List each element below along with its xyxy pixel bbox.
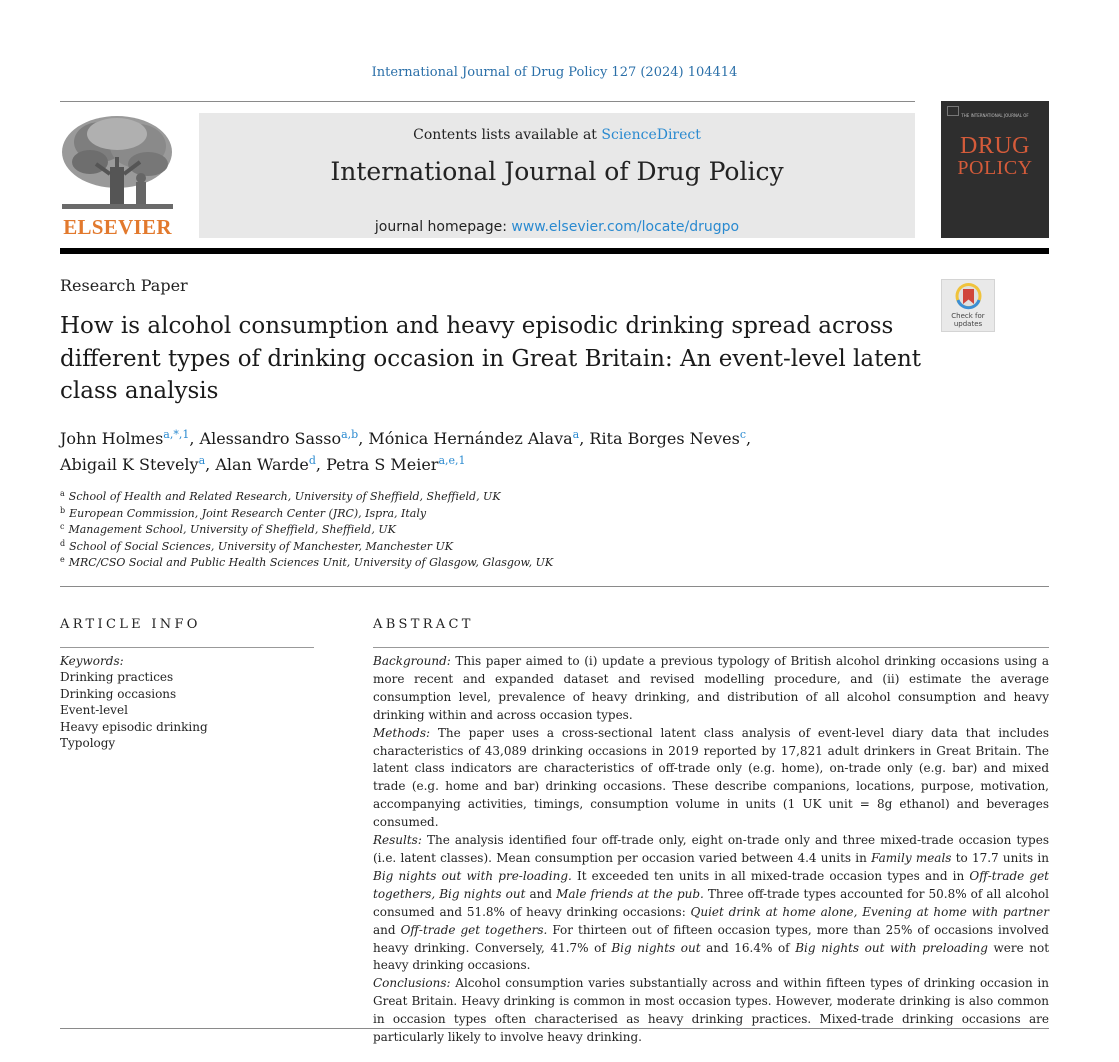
author-affiliation-mark[interactable]: a,e,1 — [438, 454, 466, 467]
results-emphasis: Family meals — [871, 850, 952, 865]
check-updates-icon — [942, 280, 996, 312]
publisher-name: ELSEVIER — [63, 215, 172, 239]
abstract-conclusions — [373, 975, 1049, 1047]
author-name[interactable]: Alan Warde — [215, 455, 309, 474]
homepage-link[interactable]: www.elsevier.com/locate/drugpo — [511, 219, 740, 235]
author-separator: , — [746, 429, 752, 448]
affiliation-text: School of Social Sciences, University of Manchester, Manchester UK — [69, 539, 453, 553]
author-affiliation-mark[interactable]: c — [739, 428, 747, 441]
author-list — [60, 426, 960, 478]
author-separator: , — [579, 429, 590, 448]
article-info-heading: ARTICLE INFO — [60, 617, 201, 632]
divider — [373, 647, 1049, 648]
badge-label — [942, 312, 994, 328]
background-text: This paper aimed to (i) update a previous typology of British alcohol drinking occasions using a more recent and expanded dataset and revised modelling procedure, and (ii) estimate the average consumption level, prevalence of heavy drinking, and distribution of all alcohol consumption and heavy drinking within and across occasion types. — [373, 654, 1049, 722]
homepage-prefix: journal homepage: — [374, 219, 507, 235]
author-name[interactable]: Alessandro Sasso — [199, 429, 342, 448]
tree-icon — [60, 112, 175, 212]
affiliation-text: European Commission, Joint Research Center (JRC), Ispra, Italy — [69, 506, 427, 520]
divider — [60, 101, 915, 102]
author-separator: , — [315, 455, 327, 474]
results-emphasis: Big nights out — [611, 940, 701, 955]
paper-title: How is alcohol consumption and heavy episodic drinking spread across different types of drinking occasion in Great Britain: An event-level latent class analysis — [60, 313, 921, 404]
author-separator: , — [189, 429, 200, 448]
results-emphasis: Male friends at the pub. — [556, 886, 704, 901]
journal-cover[interactable] — [941, 101, 1049, 238]
cover-subtitle: THE INTERNATIONAL JOURNAL OF — [961, 113, 1029, 118]
results-text: and — [373, 922, 401, 937]
author-affiliation-mark[interactable]: a — [198, 454, 206, 467]
results-emphasis: Big nights out with preloading — [795, 940, 988, 955]
author-separator: , — [205, 455, 216, 474]
author-separator: , — [358, 429, 369, 448]
affiliation-item — [60, 489, 960, 506]
cover-title — [941, 135, 1049, 179]
abstract-results — [373, 832, 1049, 975]
author-name[interactable]: John Holmes — [60, 429, 164, 448]
divider — [60, 1028, 1049, 1029]
badge-line-2: updates — [953, 320, 983, 328]
conclusions-label: Conclusions: — [373, 976, 451, 991]
author-name[interactable]: Rita Borges Neves — [589, 429, 740, 448]
results-text: were not heavy drinking occasions. — [373, 940, 1050, 973]
results-text: Three off-trade types accounted for 50.8% of all alcohol consumed and 51.8% of heavy drinking occasions: — [373, 886, 1049, 919]
results-text: For thirteen out of fifteen occasion types, more than 25% of occasions involved heavy drinking. Conversely, 41.7% of — [373, 922, 1049, 955]
keyword-item: Event-level — [60, 703, 128, 718]
author-name[interactable]: Petra S Meier — [326, 455, 439, 474]
results-emphasis: Off-trade get togethers. — [400, 922, 548, 937]
journal-citation[interactable]: International Journal of Drug Policy 127 (2024) 104414 — [371, 65, 738, 80]
journal-name: International Journal of Drug Policy — [330, 157, 784, 186]
author-name[interactable]: Abigail K Stevely — [60, 455, 199, 474]
conclusions-text: Alcohol consumption varies substantially across and within fifteen types of drinking occasion in Great Britain. Heavy drinking is common in most occasion types. However, moderate drinking is also common in occasion types often characterised as heavy drinking practices. Mixed-trade drinking occasions are particularly likely to involve heavy drinking. — [373, 976, 1049, 1045]
results-emphasis: Quiet drink at home alone, Evening at home with partner — [690, 904, 1049, 919]
homepage-line — [199, 219, 915, 235]
keyword-item: Heavy episodic drinking — [60, 719, 208, 734]
divider — [60, 586, 1049, 587]
badge-line-1: Check for — [951, 312, 985, 320]
keywords-label: Keywords: — [60, 654, 124, 668]
affiliation-item — [60, 506, 960, 523]
keyword-item: Drinking occasions — [60, 686, 177, 701]
affiliation-text: Management School, University of Sheffield, Sheffield, UK — [68, 523, 396, 537]
affiliation-mark: d — [60, 538, 66, 548]
affiliation-mark: c — [60, 522, 65, 532]
author-name[interactable]: Mónica Hernández Alava — [368, 429, 573, 448]
divider — [60, 647, 314, 648]
affiliation-text: MRC/CSO Social and Public Health Sciences Unit, University of Glasgow, Glasgow, UK — [68, 556, 554, 570]
abstract-methods — [373, 725, 1049, 832]
results-text: It exceeded ten units in all mixed-trade occasion types and in — [571, 868, 970, 883]
article-type: Research Paper — [60, 276, 188, 295]
results-label: Results: — [373, 833, 422, 848]
affiliation-text: School of Health and Related Research, University of Sheffield, Sheffield, UK — [68, 490, 501, 503]
header-divider — [60, 248, 1049, 254]
author-affiliation-mark[interactable]: d — [308, 454, 316, 467]
cover-title-line-2: POLICY — [957, 157, 1033, 179]
affiliation-mark: b — [60, 505, 66, 515]
affiliation-mark: a — [60, 489, 65, 498]
keywords-section — [60, 653, 320, 751]
affiliation-item — [60, 539, 960, 556]
author-affiliation-mark[interactable]: a,b — [341, 428, 359, 441]
abstract-body — [373, 653, 1049, 1047]
check-for-updates-button[interactable] — [941, 279, 995, 332]
journal-header — [199, 113, 915, 238]
methods-label: Methods: — [373, 725, 431, 740]
results-text: The analysis identified four off-trade only, eight on-trade only and three mixed-trade occasion types (i.e. latent classes). Mean consumption per occasion varied between 4.4 units in — [373, 833, 1049, 865]
abstract-background — [373, 653, 1049, 725]
methods-text: The paper uses a cross-sectional latent class analysis of event-level diary data that includes characteristics of 43,089 drinking occasions in 2019 reported by 17,821 adult drinkers in Great Britain. The latent class indicators are characteristics of off-trade only (e.g. home), on-trade only (e.g. bar) and mixed trade (e.g. home and bar) drinking occasions. These describe companions, locations, purpose, motivation, accompanying activities, timings, consumption volume in units (1 UK unit = 8g ethanol) and beverages consumed. — [373, 725, 1049, 830]
results-emphasis: Off-trade get togethers, Big nights out — [373, 868, 1049, 901]
author-affiliation-mark[interactable]: a — [572, 428, 580, 441]
sciencedirect-link[interactable]: ScienceDirect — [601, 127, 701, 143]
contents-line — [199, 127, 915, 143]
affiliation-item — [60, 555, 960, 572]
keyword-item: Typology — [60, 736, 116, 751]
results-text: and — [525, 886, 557, 901]
elsevier-logo[interactable] — [60, 112, 175, 240]
author-affiliation-mark[interactable]: a,*,1 — [163, 428, 190, 441]
affiliation-list — [60, 489, 960, 572]
results-text: to 17.7 units in — [951, 850, 1049, 865]
affiliation-item — [60, 522, 960, 539]
cover-title-line-1: DRUG — [959, 133, 1030, 159]
background-label: Background: — [373, 654, 451, 668]
results-emphasis: Big nights out with pre-loading. — [373, 868, 572, 883]
keyword-item: Drinking practices — [60, 670, 174, 685]
affiliation-mark: e — [60, 555, 65, 565]
results-text: and 16.4% of — [700, 940, 796, 955]
abstract-heading: ABSTRACT — [373, 617, 474, 632]
contents-prefix: Contents lists available at — [413, 127, 597, 143]
